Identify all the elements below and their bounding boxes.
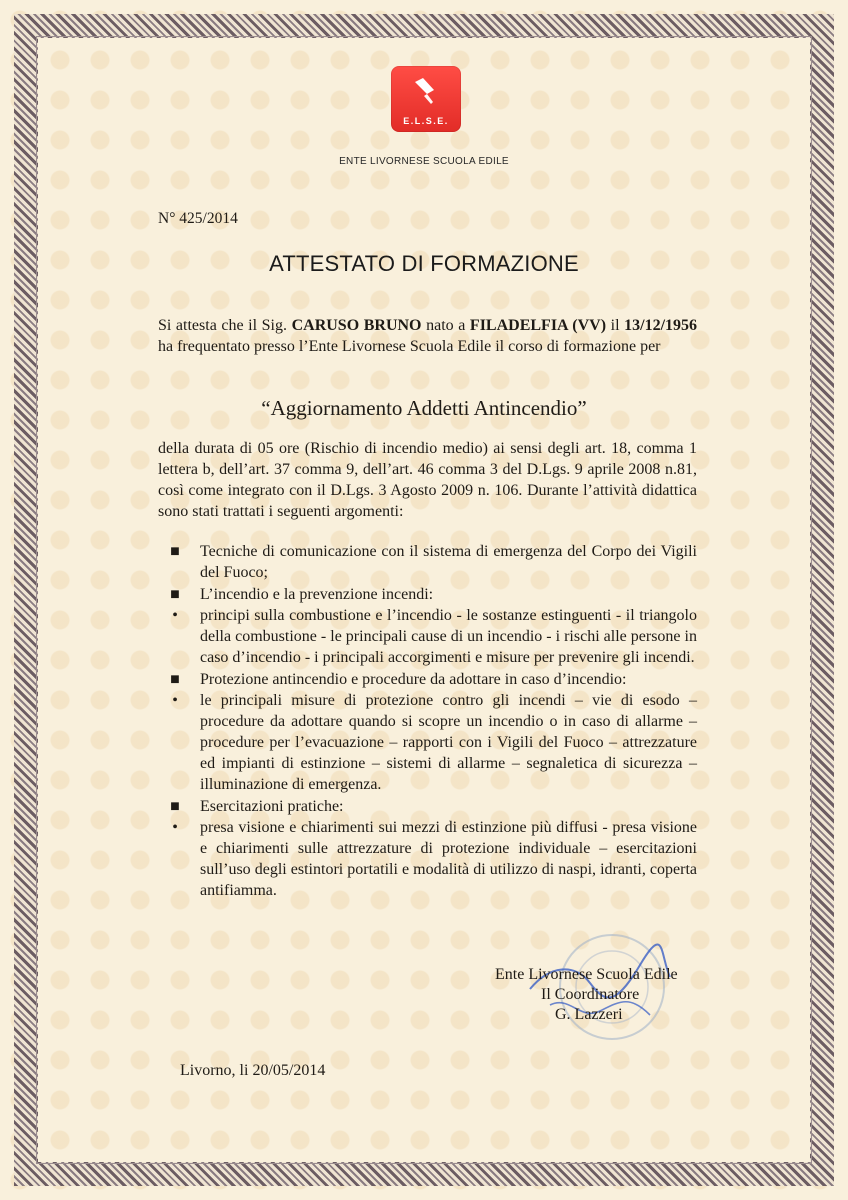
certificate-title: ATTESTATO DI FORMAZIONE [269,251,579,276]
dot-bullet-icon: • [172,607,178,624]
topic-text: principi sulla combustione e l’incendio - le sostanze estinguenti - il triangolo della combustione - le principali cause di un incendio - i rischi alle persone in caso d’incendio - i principali accorgimenti e misure per prevenire gli incendi. [200,607,697,666]
square-bullet-icon: ■ [170,585,180,603]
intro-text-2: nato a [421,317,470,334]
signature-role: Il Coordinatore [541,986,640,1003]
square-bullet-icon: ■ [170,797,180,815]
list-item [164,796,697,817]
dot-bullet-icon: • [172,692,178,709]
list-item [164,817,697,901]
signature-name: G. Lazzeri [555,1006,623,1023]
list-item [164,541,697,583]
list-item [164,584,697,605]
list-item [164,605,697,668]
place-and-date: Livorno, li 20/05/2014 [180,1062,326,1079]
topic-text: Protezione antincendio e procedure da adottare in caso d’incendio: [200,670,627,688]
list-item [164,690,697,795]
topic-text: le principali misure di protezione contro gli incendi – vie di esodo – procedure da adottare quando si scopre un incendio o in caso di allarme – procedure per l’evacuazione – rapporti con i Vigili del Fuoco – attrezzature ed impianti di estinzione – sistemi di allarme – segnaletica di sicurezza – illuminazione di emergenza. [200,692,697,793]
birthdate: 13/12/1956 [624,317,698,334]
square-bullet-icon: ■ [170,670,180,688]
signature-org: Ente Livornese Scuola Edile [495,966,678,983]
else-logo [391,66,461,132]
certificate-number: N° 425/2014 [158,210,238,227]
logo-text: E.L.S.E. [403,116,449,126]
intro-paragraph [158,315,697,357]
topic-text: Tecniche di comunicazione con il sistema di emergenza del Corpo dei Vigili del Fuoco; [200,543,697,581]
intro-text-4: ha frequentato presso l’Ente Livornese Scuola Edile il corso di formazione per [158,338,661,355]
dot-bullet-icon: • [172,819,178,836]
topic-text: Esercitazioni pratiche: [200,797,344,815]
intro-text-1: Si attesta che il Sig. [158,317,292,334]
topic-text: L’incendio e la prevenzione incendi: [200,585,434,603]
topic-text: presa visione e chiarimenti sui mezzi di estinzione più diffusi - presa visione e chiarimenti sulle attrezzature di protezione individuale – esercitazioni sull’uso degli estintori portatili e modalità di utilizzo di naspi, idranti, coperta antifiamma. [200,819,697,899]
organization-name: ENTE LIVORNESE SCUOLA EDILE [339,156,509,167]
topics-list [164,541,697,902]
list-item [164,669,697,690]
details-paragraph: della durata di 05 ore (Rischio di incendio medio) ai sensi degli art. 18, comma 1 lettera b, dell’art. 37 comma 9, dell’art. 46 comma 3 del D.Lgs. 9 aprile 2008 n.81, così come integrato con il D.Lgs. 3 Agosto 2009 n. 106. Durante l’attività didattica sono stati trattati i seguenti argomenti: [158,440,697,520]
signature-block [495,965,705,1025]
birthplace: FILADELFIA (VV) [469,317,607,334]
attendee-name: CARUSO BRUNO [291,317,422,334]
square-bullet-icon: ■ [170,543,180,560]
intro-text-3: il [606,317,625,334]
trowel-icon [409,74,443,106]
course-title: “Aggiornamento Addetti Antincendio” [261,396,587,420]
